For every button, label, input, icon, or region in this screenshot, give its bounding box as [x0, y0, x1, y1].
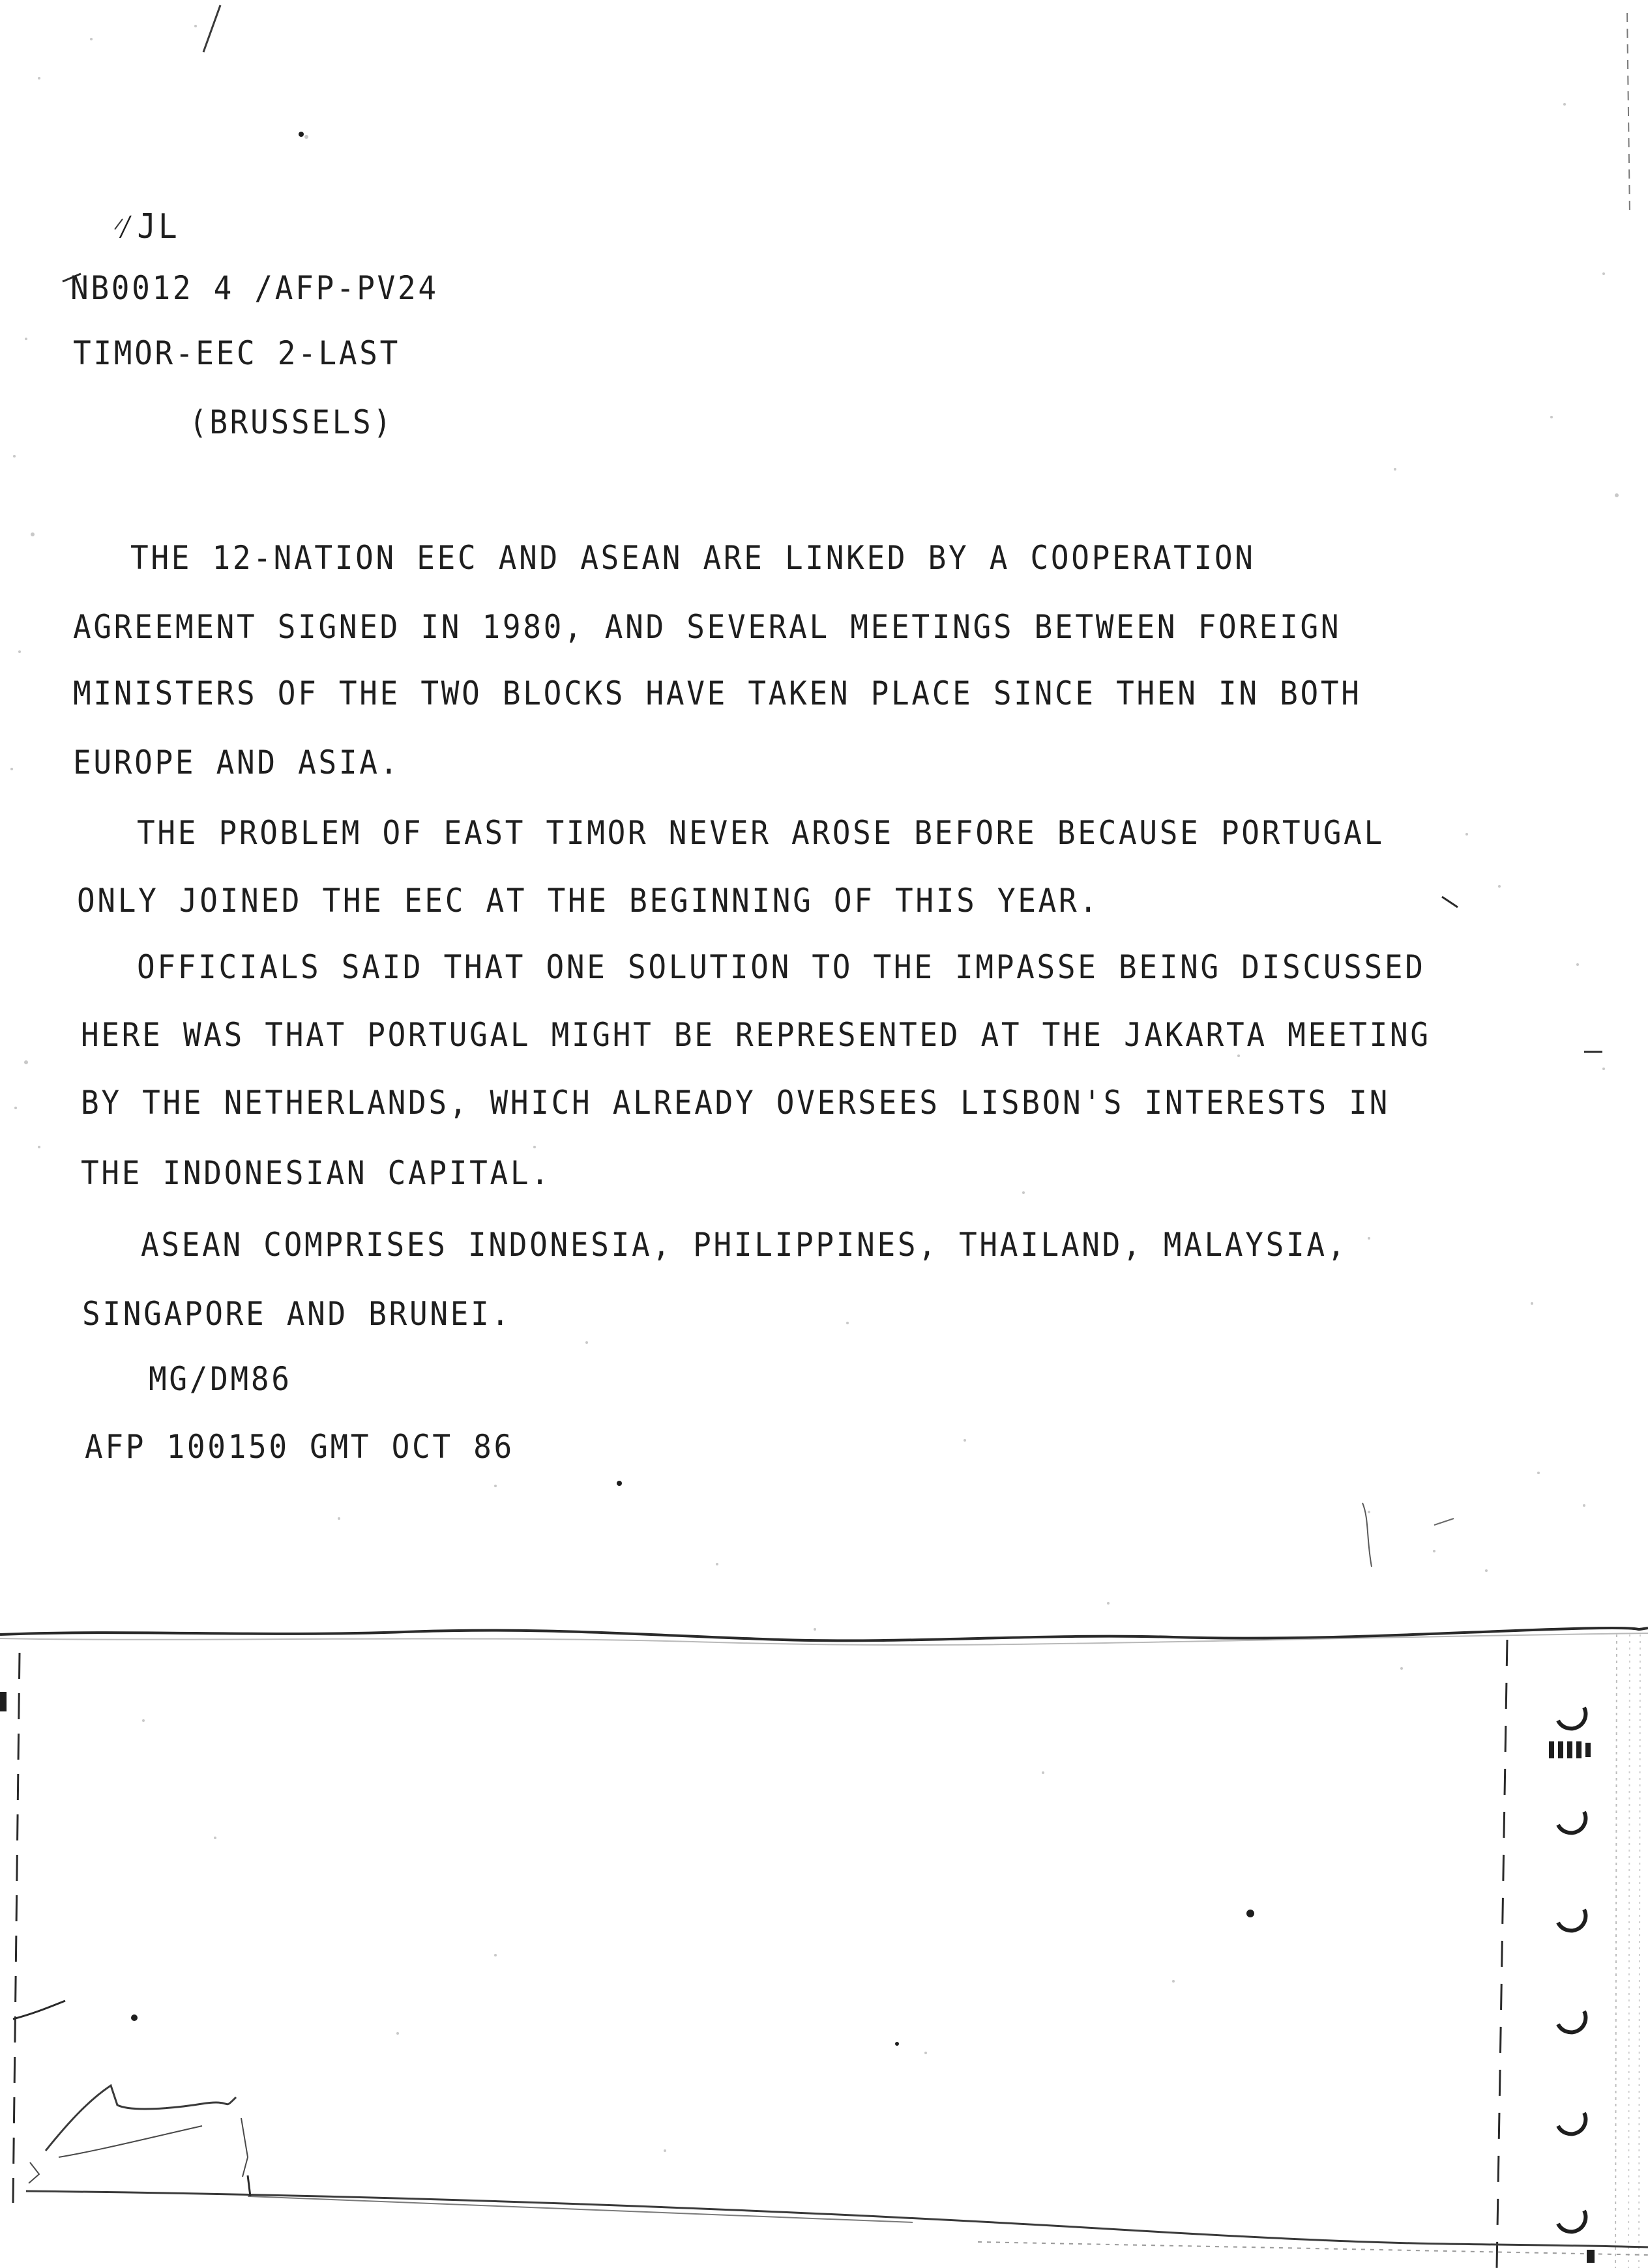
story-slug: TIMOR-EEC 2-LAST	[73, 334, 400, 372]
editor-initials: MG/DM86	[149, 1360, 292, 1398]
body-line: THE 12-NATION EEC AND ASEAN ARE LINKED BY A COOPERATION	[130, 539, 1256, 577]
transmission-stamp: AFP 100150 GMT OCT 86	[85, 1428, 514, 1466]
body-line: ASEAN COMPRISES INDONESIA, PHILIPPINES, THAILAND, MALAYSIA,	[141, 1226, 1348, 1264]
body-line: SINGAPORE AND BRUNEI.	[82, 1295, 512, 1333]
body-line: MINISTERS OF THE TWO BLOCKS HAVE TAKEN PLACE SINCE THEN IN BOTH	[73, 675, 1362, 712]
body-line: THE PROBLEM OF EAST TIMOR NEVER AROSE BEFORE BECAUSE PORTUGAL	[137, 814, 1385, 852]
body-line: ONLY JOINED THE EEC AT THE BEGINNING OF THIS YEAR.	[77, 882, 1100, 920]
body-line: BY THE NETHERLANDS, WHICH ALREADY OVERSEES LISBON'S INTERESTS IN	[81, 1084, 1390, 1122]
body-line: OFFICIALS SAID THAT ONE SOLUTION TO THE IMPASSE BEING DISCUSSED	[137, 948, 1426, 986]
body-line: AGREEMENT SIGNED IN 1980, AND SEVERAL MEETINGS BETWEEN FOREIGN	[73, 608, 1342, 646]
body-line: EUROPE AND ASIA.	[73, 744, 400, 781]
wire-id: NB0012 4 /AFP-PV24	[70, 269, 439, 307]
body-line: THE INDONESIAN CAPITAL.	[81, 1154, 552, 1192]
message-code: ⁄JL	[116, 207, 180, 246]
body-line: HERE WAS THAT PORTUGAL MIGHT BE REPRESENTED AT THE JAKARTA MEETING	[81, 1016, 1431, 1054]
dateline: (BRUSSELS)	[189, 403, 394, 441]
